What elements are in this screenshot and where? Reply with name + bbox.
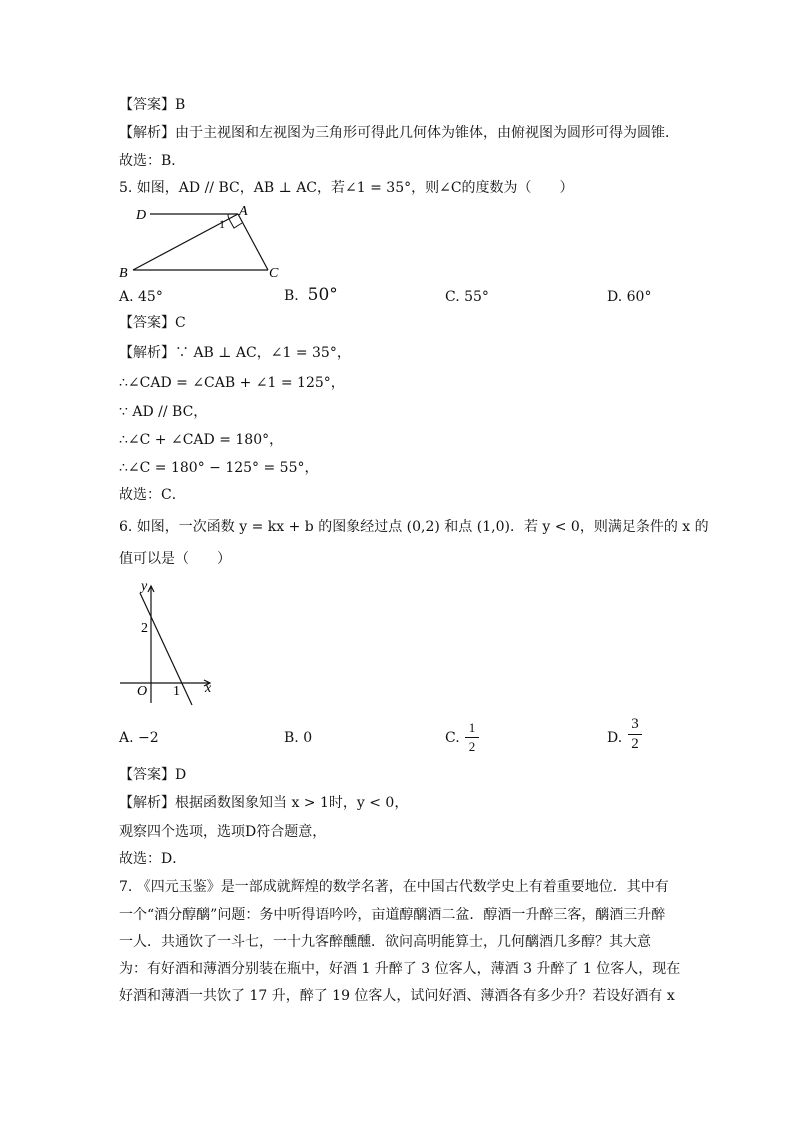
q6-figure: [115, 575, 225, 710]
label-x: x: [205, 681, 212, 696]
q5-explanation-1: 【解析】∵ AB ⊥ AC，∠1 = 35°，: [119, 345, 351, 361]
q7-question-1: 7. 《四元玉鉴》是一部成就辉煌的数学名著，在中国古代数学史上有着重要地位．其中有: [119, 879, 669, 895]
q4-answer: 【答案】B: [119, 97, 186, 113]
label-origin: O: [137, 684, 148, 699]
q6-option-c-fraction: [465, 720, 479, 755]
label-2: 2: [141, 621, 148, 636]
q5-figure: [115, 200, 290, 282]
q6-option-b: B. 0: [284, 730, 313, 746]
q5-explanation-5: ∴∠C = 180° − 125° = 55°，: [119, 460, 319, 476]
label-c: C: [269, 266, 279, 281]
fraction-numerator: 3: [631, 716, 639, 732]
q4-choose: 故选：B．: [119, 153, 186, 169]
q6-question-2: 值可以是（ ）: [119, 551, 231, 567]
q6-explanation-1: 【解析】根据函数图象知当 x > 1时，y < 0，: [119, 795, 409, 811]
q6-explanation-2: 观察四个选项，选项D符合题意，: [119, 824, 327, 840]
q6-option-d: D.: [607, 730, 623, 746]
q5-answer: 【答案】C: [119, 315, 186, 331]
q5-explanation-4: ∴∠C + ∠CAD = 180°，: [119, 432, 284, 448]
q6-question-1: 6. 如图，一次函数 y = kx + b 的图象经过点 (0,2) 和点 (1,0)．若 y < 0，则满足条件的 x 的: [119, 519, 709, 535]
line-ac: [238, 214, 268, 270]
q6-option-d-fraction: [628, 716, 642, 753]
q5-option-a: A. 45°: [119, 289, 163, 305]
label-b: B: [119, 266, 128, 281]
label-d: D: [136, 208, 147, 223]
q7-question-5: 好酒和薄酒一共饮了 17 升，醉了 19 位客人，试问好酒、薄酒各有多少升？若设好酒有 x: [119, 988, 675, 1004]
q6-option-c: C.: [445, 730, 460, 746]
q7-question-3: 一人．共通饮了一斗七，一十九客醉醺醺．欲问高明能算士，几何醨酒几多醇？其大意: [119, 934, 651, 950]
q7-question-2: 一个“酒分醇醨”问题：务中听得语吟吟，亩道醇醨酒二盆．醇酒一升醉三客，醨酒三升醉: [119, 907, 666, 923]
q7-question-4: 为：有好酒和薄酒分别装在瓶中，好酒 1 升醉了 3 位客人，薄酒 3 升醉了 1 位客人，现在: [119, 961, 681, 977]
q5-option-d: D. 60°: [607, 289, 652, 305]
label-angle-1: 1: [219, 217, 225, 231]
q4-explanation: 【解析】由于主视图和左视图为三角形可得此几何体为锥体，由俯视图为圆形可得为圆锥．: [119, 125, 679, 141]
label-y: y: [141, 579, 148, 594]
q6-choose: 故选：D．: [119, 851, 187, 867]
angle-1-arc: [228, 214, 229, 219]
q5-option-b: B. 50°: [284, 285, 338, 305]
label-a: A: [239, 204, 248, 219]
q5-option-c: C. 55°: [445, 289, 489, 305]
q6-answer: 【答案】D: [119, 767, 187, 783]
fraction-numerator: 1: [468, 720, 476, 735]
fraction-denominator: 2: [468, 739, 476, 754]
fraction-denominator: 2: [631, 736, 639, 752]
q5-question: 5. 如图，AD // BC，AB ⊥ AC，若∠1 = 35°，则∠C的度数为（ ）: [119, 180, 574, 196]
q5-choose: 故选：C．: [119, 487, 186, 503]
q6-option-a: A. −2: [119, 730, 159, 746]
function-line: [140, 593, 192, 705]
right-angle-mark: [229, 219, 242, 228]
q5-explanation-3: ∵ AD // BC，: [119, 404, 208, 420]
label-1: 1: [173, 684, 180, 699]
q5-explanation-2: ∴∠CAD = ∠CAB + ∠1 = 125°，: [119, 375, 345, 391]
